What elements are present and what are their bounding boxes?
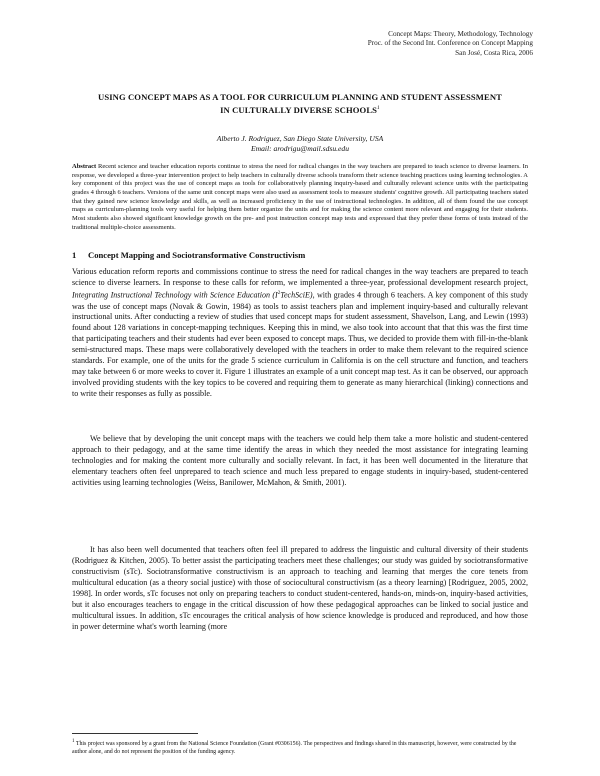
paragraph-3: It has also been well documented that teachers often feel ill prepared to address the linguistic and cultural diversity of their students (Rodriguez & Kitchen, 2005). To better assist the participating teachers meet these challenges; our study was guided by sociotransformative constructivism (sTc). Sociotransformative constructivism is an approach to teaching and learning that merges the core tenets from multicultural education (as a theory social justice) with those of sociocultural constructivism (as a theory learning) [Rodriguez, 2005, 2002, 1998]. In order words, sTc focuses not only on preparing teachers to conduct student-centered, hands-on, minds-on, inquiry-based activities, but it also encourages teachers to engage in the critical discussion of how these pedagogical approaches can be linked to social justice and multicultural issues. In addition, sTc encourages the critical analysis of how science knowledge is produced and reproduced, and how those in power determine what's worth learning (more: [72, 545, 528, 631]
footnote: [72, 738, 528, 756]
running-head-line-3: San José, Costa Rica, 2006: [455, 48, 533, 57]
author-block: [70, 134, 530, 154]
paragraph-1-text-a: Various education reform reports and commissions continue to stress the need for radical changes in the way teachers are prepared to teach science to diverse learners. In response to these calls for reform, we implemented a three-year, professional development research project,: [72, 267, 528, 287]
title-line-2-text: IN CULTURALLY DIVERSE SCHOOLS: [220, 104, 378, 115]
section-number: 1: [72, 250, 77, 260]
title-line-2: [70, 103, 530, 116]
footnote-mark: 1: [72, 739, 75, 744]
paragraph-2: We believe that by developing the unit concept maps with the teachers we could help them take a more holistic and student-centered approach to their pedagogy, and at the same time identify the areas in which they needed the most assistance for integrating learning technologies and for making the content more culturally and socially relevant. In fact, it has been well documented in the literature that elementary teachers often feel unprepared to teach science and much less prepared to engage students in inquiry-based, student-centered activities using learning technologies (Weiss, Banilower, McMahon, & Smith, 2001).: [72, 434, 528, 487]
running-head-line-2: Proc. of the Second Int. Conference on Concept Mapping: [367, 39, 533, 48]
abstract: [72, 163, 528, 232]
author-affiliation: Alberto J. Rodriguez, San Diego State University, USA: [216, 134, 384, 143]
project-name-italic-2: TechSciE): [280, 290, 313, 300]
running-head-line-1: Concept Maps: Theory, Methodology, Technology: [388, 30, 533, 38]
paragraph-1-text-b: , with grades 4 through 6 teachers. A key component of this study was the use of concept maps (Novak & Gowin, 1984) as tools to assist teachers plan and implement inquiry-based and culturally relevant instructional units. After conducting a review of studies that used concept maps for student assessment, Shavelson, Lang, and Lewin (1993) found about 128 variations in concept-mapping techniques. Keeping this in mind, we also took into account that that this was the first time that participating teachers and their students had ever been exposed to concept maps. Thus, we decided to provide them with fill-in-the-blank semi-structured maps. These maps were collaboratively developed with the teachers in order to make them relevant to the required science standards. For example, one of the units for the grade 5 science curriculum in California is on the cell structure and function, and teachers may take between 6 or more weeks to cover it. Figure 1 illustrates an example of a unit concept map test. As it can be observed, our approach involved providing students with the key topics to be covered and requiring them to generate as many hierarchical (linking) connections and to write their responses as fully as possible.: [72, 290, 528, 399]
title-line-1: USING CONCEPT MAPS AS A TOOL FOR CURRICULUM PLANNING AND STUDENT ASSESSMENT: [98, 92, 502, 102]
section-title: Concept Mapping and Sociotransformative Constructivism: [88, 250, 306, 260]
author-email: Email: arodrigu@mail.sdsu.edu: [250, 144, 350, 153]
project-name-italic: Integrating Instructional Technology with Science Education (I: [72, 290, 278, 300]
footnote-divider: [72, 733, 198, 734]
footnote-text: This project was sponsored by a grant from the National Science Foundation (Grant #0306156). The perspectives and findings shared in this manuscript, however, were constructed by the author alone, and do not represent the position of the funding agency.: [72, 740, 517, 755]
project-name-superscript: 2: [277, 290, 281, 296]
running-head: [368, 30, 533, 58]
paper-title: [70, 92, 530, 116]
section-heading: [72, 250, 305, 260]
abstract-text: Recent science and teacher education reports continue to stress the need for radical changes in the way teachers are prepared to teach science to diverse learners. In response, we developed a three-year intervention project to help teachers in culturally diverse schools transform their science teaching practices using learning technologies. A key component of this project was the use of concept maps as tools for collaboratively planning inquiry-based and culturally relevant science units with the participating grades 4 through 6 teachers. Versions of the same unit concept maps were also used as assessment tools to measure students' cognitive growth. All participating teachers stated that they gained new science knowledge and skills, as well as increased proficiency in the use of instructional technologies. In addition, all of them found the use concept maps as curriculum-planning tools very useful for helping them better organize the units and for making the science content more relevant and engaging for their students. Most students also showed significant knowledge growth on the pre- and post instruction concept map tests and expressed that they prefer these forms of tests instead of the traditional multiple-choice assessments.: [72, 163, 528, 231]
title-footnote-mark: 1: [377, 105, 380, 111]
paragraph-1: [72, 267, 528, 400]
abstract-label: Abstract: [72, 163, 97, 170]
